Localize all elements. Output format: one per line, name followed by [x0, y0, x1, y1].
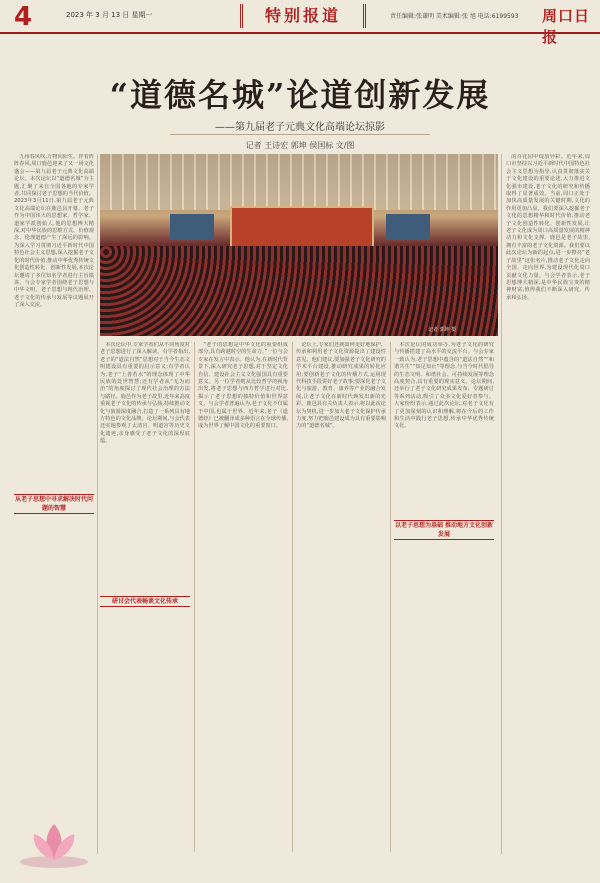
column-divider [194, 342, 195, 852]
page-header [0, 0, 600, 46]
left-screen [170, 214, 214, 240]
article-column-5 [394, 342, 494, 852]
forum-photo [100, 154, 498, 336]
column-divider [501, 154, 502, 854]
article-column-3 [198, 342, 288, 852]
column-text: 九州春风吹,万物向阳生。伴着阵阵春风,周口鹿邑迎来了又一场文化盛会——第九届老子元典文化高端论坛。本次论坛以“道德名城”为主题,汇聚了来自全国各地的专家学者,共同探讨老子思想的当代价值。2023年3月11日,第九届老子元典文化高端论坛在鹿邑县开幕。老子作为中国伟大的思想家、哲学家、道家学派创始人,他的思想博大精深,对中华民族的思维方式、价值观念、伦理道德产生了深远的影响。为深入学习贯彻习近平新时代中国特色社会主义思想,深入挖掘老子文化的时代价值,推动中华优秀传统文化创造性转化、创新性发展,本次论坛邀请了多位知名学者进行主旨演讲。与会专家学者围绕老子思想与中华文明、老子思想与现代治理、老子文化的传承与发展等议题展开了深入交流。 [14, 154, 94, 309]
article-column-4 [296, 342, 386, 852]
editor-info: 责任编辑:张谦明 美术编辑:张 旭 电话:6199593 [390, 13, 519, 20]
column-divider [390, 342, 391, 852]
column-divider [97, 154, 98, 854]
newspaper-logo: 周口日报 [542, 7, 591, 46]
column-text: 论坛上,专家们还就如何更好地保护、传承和利用老子文化资源提出了建设性意见。他们建议,要加强老子文化研究的学术平台建设,推动研究成果的转化应用;要创新老子文化的传播方式,运用现代科技手段讲好老子故事;要深化老子文化与旅游、教育、康养等产业的融合发展,让老子文化在新时代焕发出新的光彩。鹿邑县有关负责人表示,将以此次论坛为契机,进一步加大老子文化保护传承力度,努力把鹿邑建设成为具有重要影响力的“道德名城”。 [296, 342, 386, 430]
subsection-heading-3: 研讨会代表畅谈文化传承 [100, 596, 190, 607]
article-headline: “道德名城”论道创新发展 [109, 76, 491, 114]
audience [100, 246, 498, 336]
lotus-decoration [14, 810, 94, 870]
subsection-heading-2: 以老子思想为基础 推动地方文化创新发展 [394, 522, 494, 538]
column-text: 本次论坛的成功举办,为老子文化的研究与传播搭建了高水平的交流平台。与会专家一致认为,老子思想中蕴含的“道法自然”“和谐共生”“知足知止”等理念,与当今时代倡导的生态文明、和谐社会、可持续发展等理念高度契合,具有重要的现实意义。论坛期间,还举行了老子文化研究成果发布、专题研讨等系列活动,吸引了众多文化爱好者参与。大家纷纷表示,通过此次论坛,对老子文化有了更加深刻的认识和理解,将在今后的工作和生活中践行老子思想,传承中华优秀传统文化。 [394, 342, 494, 430]
column-divider [292, 342, 293, 852]
photo-credit: 记者 郭坤 摄 [428, 327, 457, 333]
subsection-heading-1: 从老子思想中寻求解决时代问题的智慧 [14, 496, 93, 512]
right-screen [386, 214, 430, 240]
headline-rule [170, 134, 430, 135]
article-byline: 记者 王诗宏 郭坤 侯国标 文/图 [245, 141, 355, 150]
issue-date: 2023 年 3 月 13 日 星期一 [66, 11, 153, 19]
section-title: 特别报道 [240, 4, 366, 28]
article-subhead: ——第九届老子元典文化高端论坛掠影 [215, 122, 385, 133]
column-text: “老子的思想是中华文化的重要组成部分,具有跨越时空的生命力。”一位与会专家在发言中表示。他认为,在新时代背景下,深入研究老子思想,对于坚定文化自信、建设社会主义文化强国具有重要意义。另一位学者则从比较哲学的视角出发,将老子思想与西方哲学进行对比,揭示了老子思想的独特价值和世界意义。与会学者普遍认为,老子文化不仅属于中国,也属于世界。近年来,老子《道德经》已被翻译成多种语言在全球传播,成为世界了解中国文化的重要窗口。 [198, 342, 288, 430]
column-text: 本次论坛中,专家学者们从不同角度对老子思想进行了深入解读。有学者指出,老子的“道法自然”思想对于当今生态文明建设具有重要的启示意义;有学者认为,老子“上善若水”的理念体现了中华民族的处世智慧;还有学者从“无为而治”的角度探讨了现代社会治理的方法与路径。鹿邑作为老子故里,近年来高度重视老子文化的传承与弘扬,持续推动文化与旅游深度融合,打造了一系列具有地方特色的文化品牌。论坛期间,与会代表还实地参观了太清宫、明道宫等历史文化遗迹,亲身感受了老子文化的深厚底蕴。 [100, 342, 190, 445]
hall-ceiling [100, 154, 498, 210]
column-text: 的百花园中绽放异彩。近年来,周口市坚持以习近平新时代中国特色社会主义思想为指导,认真贯彻落实关于文化建设的重要论述,大力推进文化强市建设,老子文化的研究和传播取得了显著成效。当前,周口正处于加快高质量发展的关键时期,文化的作用更加凸显。我们要深入挖掘老子文化的思想精华和时代价值,推动老子文化创造性转化、创新性发展,让老子文化成为周口高质量发展的精神动力和文化支撑。鹿邑是老子故里,拥有丰富的老子文化资源。我们要以此次论坛为新的起点,进一步擦亮“老子故里”这张名片,推动老子文化走向全国、走向世界,为建设现代化周口贡献文化力量。与会学者表示,老子思想博大精深,是中华民族宝贵的精神财富,值得我们不断深入研究、传承和弘扬。 [506, 154, 590, 301]
page-number: 4 [14, 2, 33, 32]
article-column-6 [506, 154, 590, 854]
